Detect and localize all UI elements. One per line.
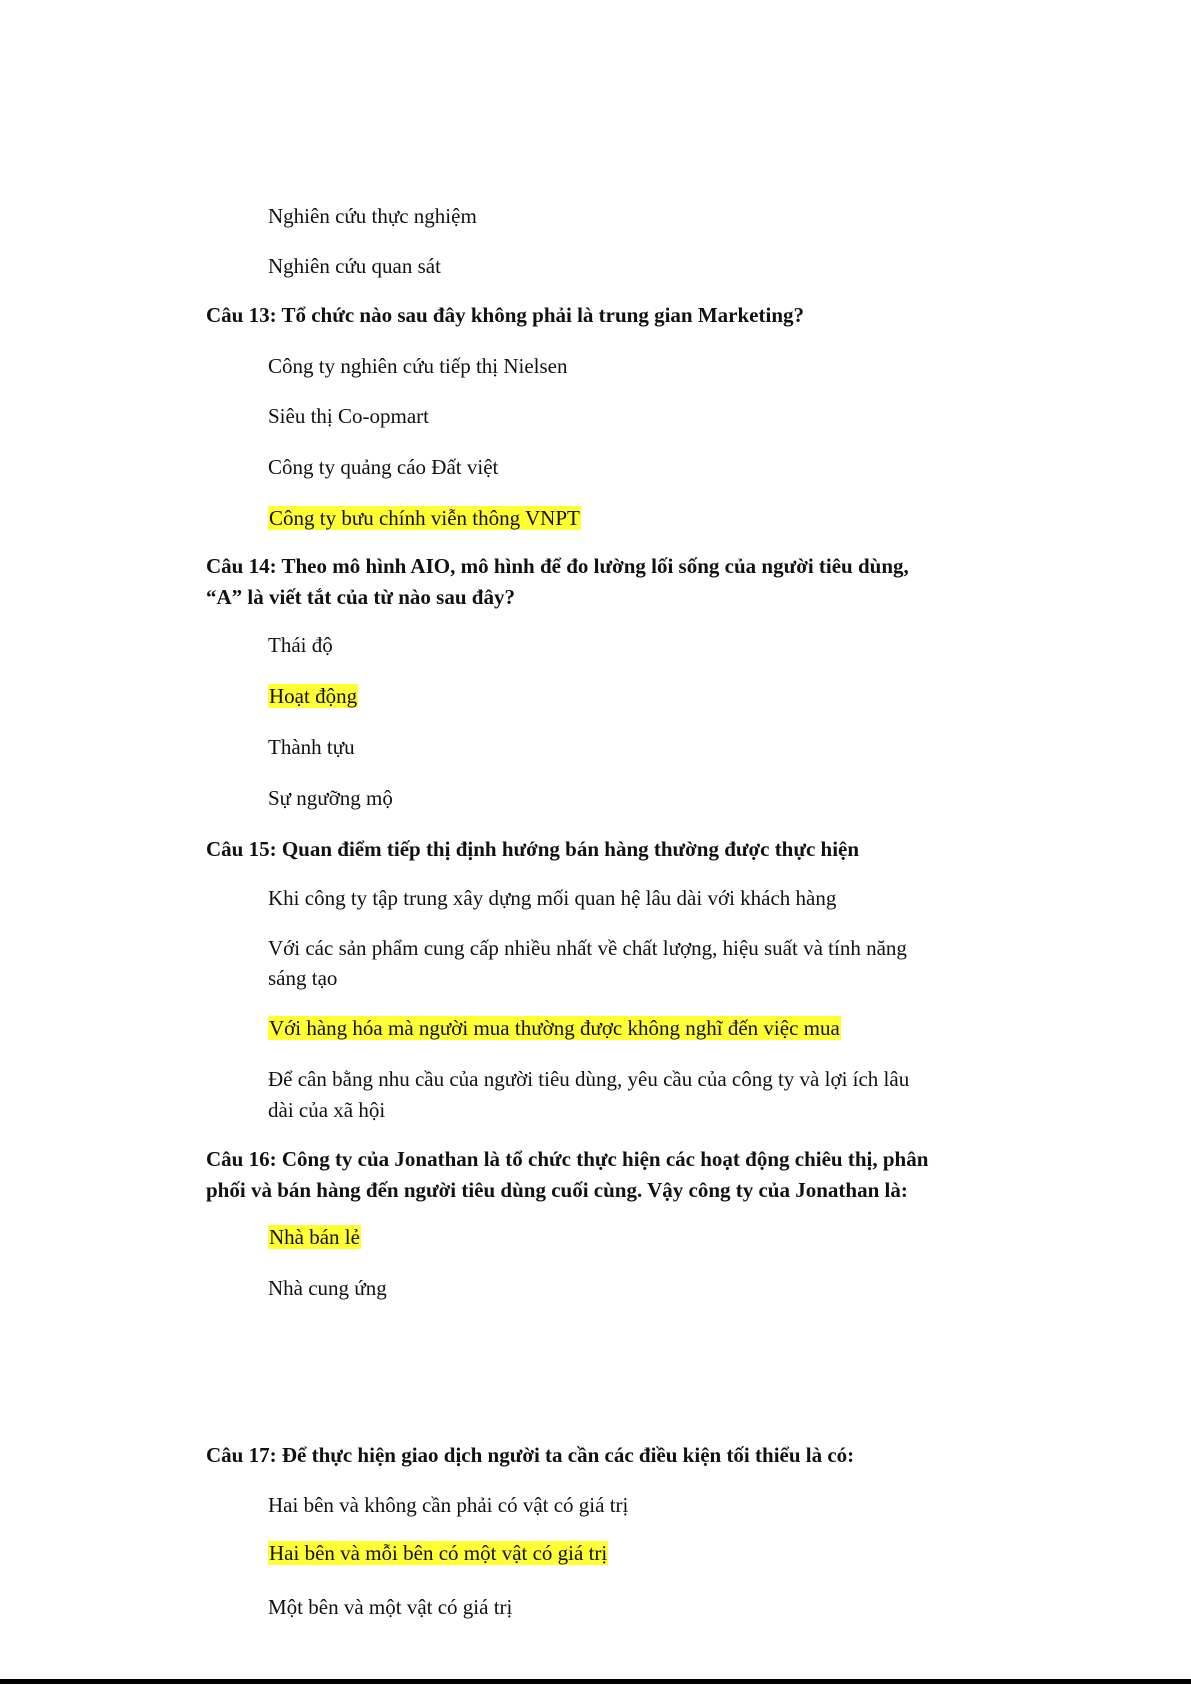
q14-option-3: Thành tựu — [268, 735, 355, 759]
q17-option-3-clipped: Một bên và một vật có giá trị — [268, 1595, 513, 1619]
question-16-title-cont: phối và bán hàng đến người tiêu dùng cuối cùng. Vậy công ty của Jonathan là: — [206, 1178, 908, 1202]
q17-option-2-answer: Hai bên và mỗi bên có một vật có giá trị — [269, 1541, 608, 1565]
q16-option-2: Nhà cung ứng — [268, 1276, 387, 1300]
q17-option-1: Hai bên và không cần phải có vật có giá trị — [268, 1493, 629, 1517]
question-17-title: Câu 17: Để thực hiện giao dịch người ta cần các điều kiện tối thiểu là có: — [206, 1443, 855, 1467]
question-16-title: Câu 16: Công ty của Jonathan là tổ chức thực hiện các hoạt động chiêu thị, phân — [206, 1147, 929, 1171]
page-bottom-rule — [0, 1679, 1191, 1684]
q16-option-1-answer: Nhà bán lẻ — [269, 1225, 360, 1249]
q14-option-1: Thái độ — [268, 633, 333, 657]
q13-option-3: Công ty quảng cáo Đất việt — [268, 455, 499, 479]
q15-option-2: Với các sản phẩm cung cấp nhiều nhất về chất lượng, hiệu suất và tính năng — [268, 936, 907, 960]
question-14-title: Câu 14: Theo mô hình AIO, mô hình để đo lường lối sống của người tiêu dùng, — [206, 554, 909, 578]
q14-option-4: Sự ngưỡng mộ — [268, 786, 393, 810]
q14-option-2-answer: Hoạt động — [269, 684, 358, 708]
q15-option-3-answer: Với hàng hóa mà người mua thường được không nghĩ đến việc mua — [269, 1016, 840, 1040]
question-15-title: Câu 15: Quan điểm tiếp thị định hướng bán hàng thường được thực hiện — [206, 837, 860, 861]
q15-option-2-cont: sáng tạo — [268, 966, 338, 990]
q13-option-4-answer: Công ty bưu chính viễn thông VNPT — [269, 506, 580, 530]
carryover-option-1: Nghiên cứu thực nghiệm — [268, 204, 477, 228]
q13-option-1: Công ty nghiên cứu tiếp thị Nielsen — [268, 354, 568, 378]
q15-option-4-cont: dài của xã hội — [268, 1098, 386, 1122]
q15-option-1: Khi công ty tập trung xây dựng mối quan hệ lâu dài với khách hàng — [268, 886, 837, 910]
q13-option-2: Siêu thị Co-opmart — [268, 404, 429, 428]
carryover-option-2: Nghiên cứu quan sát — [268, 254, 441, 278]
question-13-title: Câu 13: Tổ chức nào sau đây không phải là trung gian Marketing? — [206, 303, 805, 327]
question-14-title-cont: “A” là viết tắt của từ nào sau đây? — [206, 585, 515, 609]
q15-option-4: Để cân bằng nhu cầu của người tiêu dùng, yêu cầu của công ty và lợi ích lâu — [268, 1067, 910, 1091]
